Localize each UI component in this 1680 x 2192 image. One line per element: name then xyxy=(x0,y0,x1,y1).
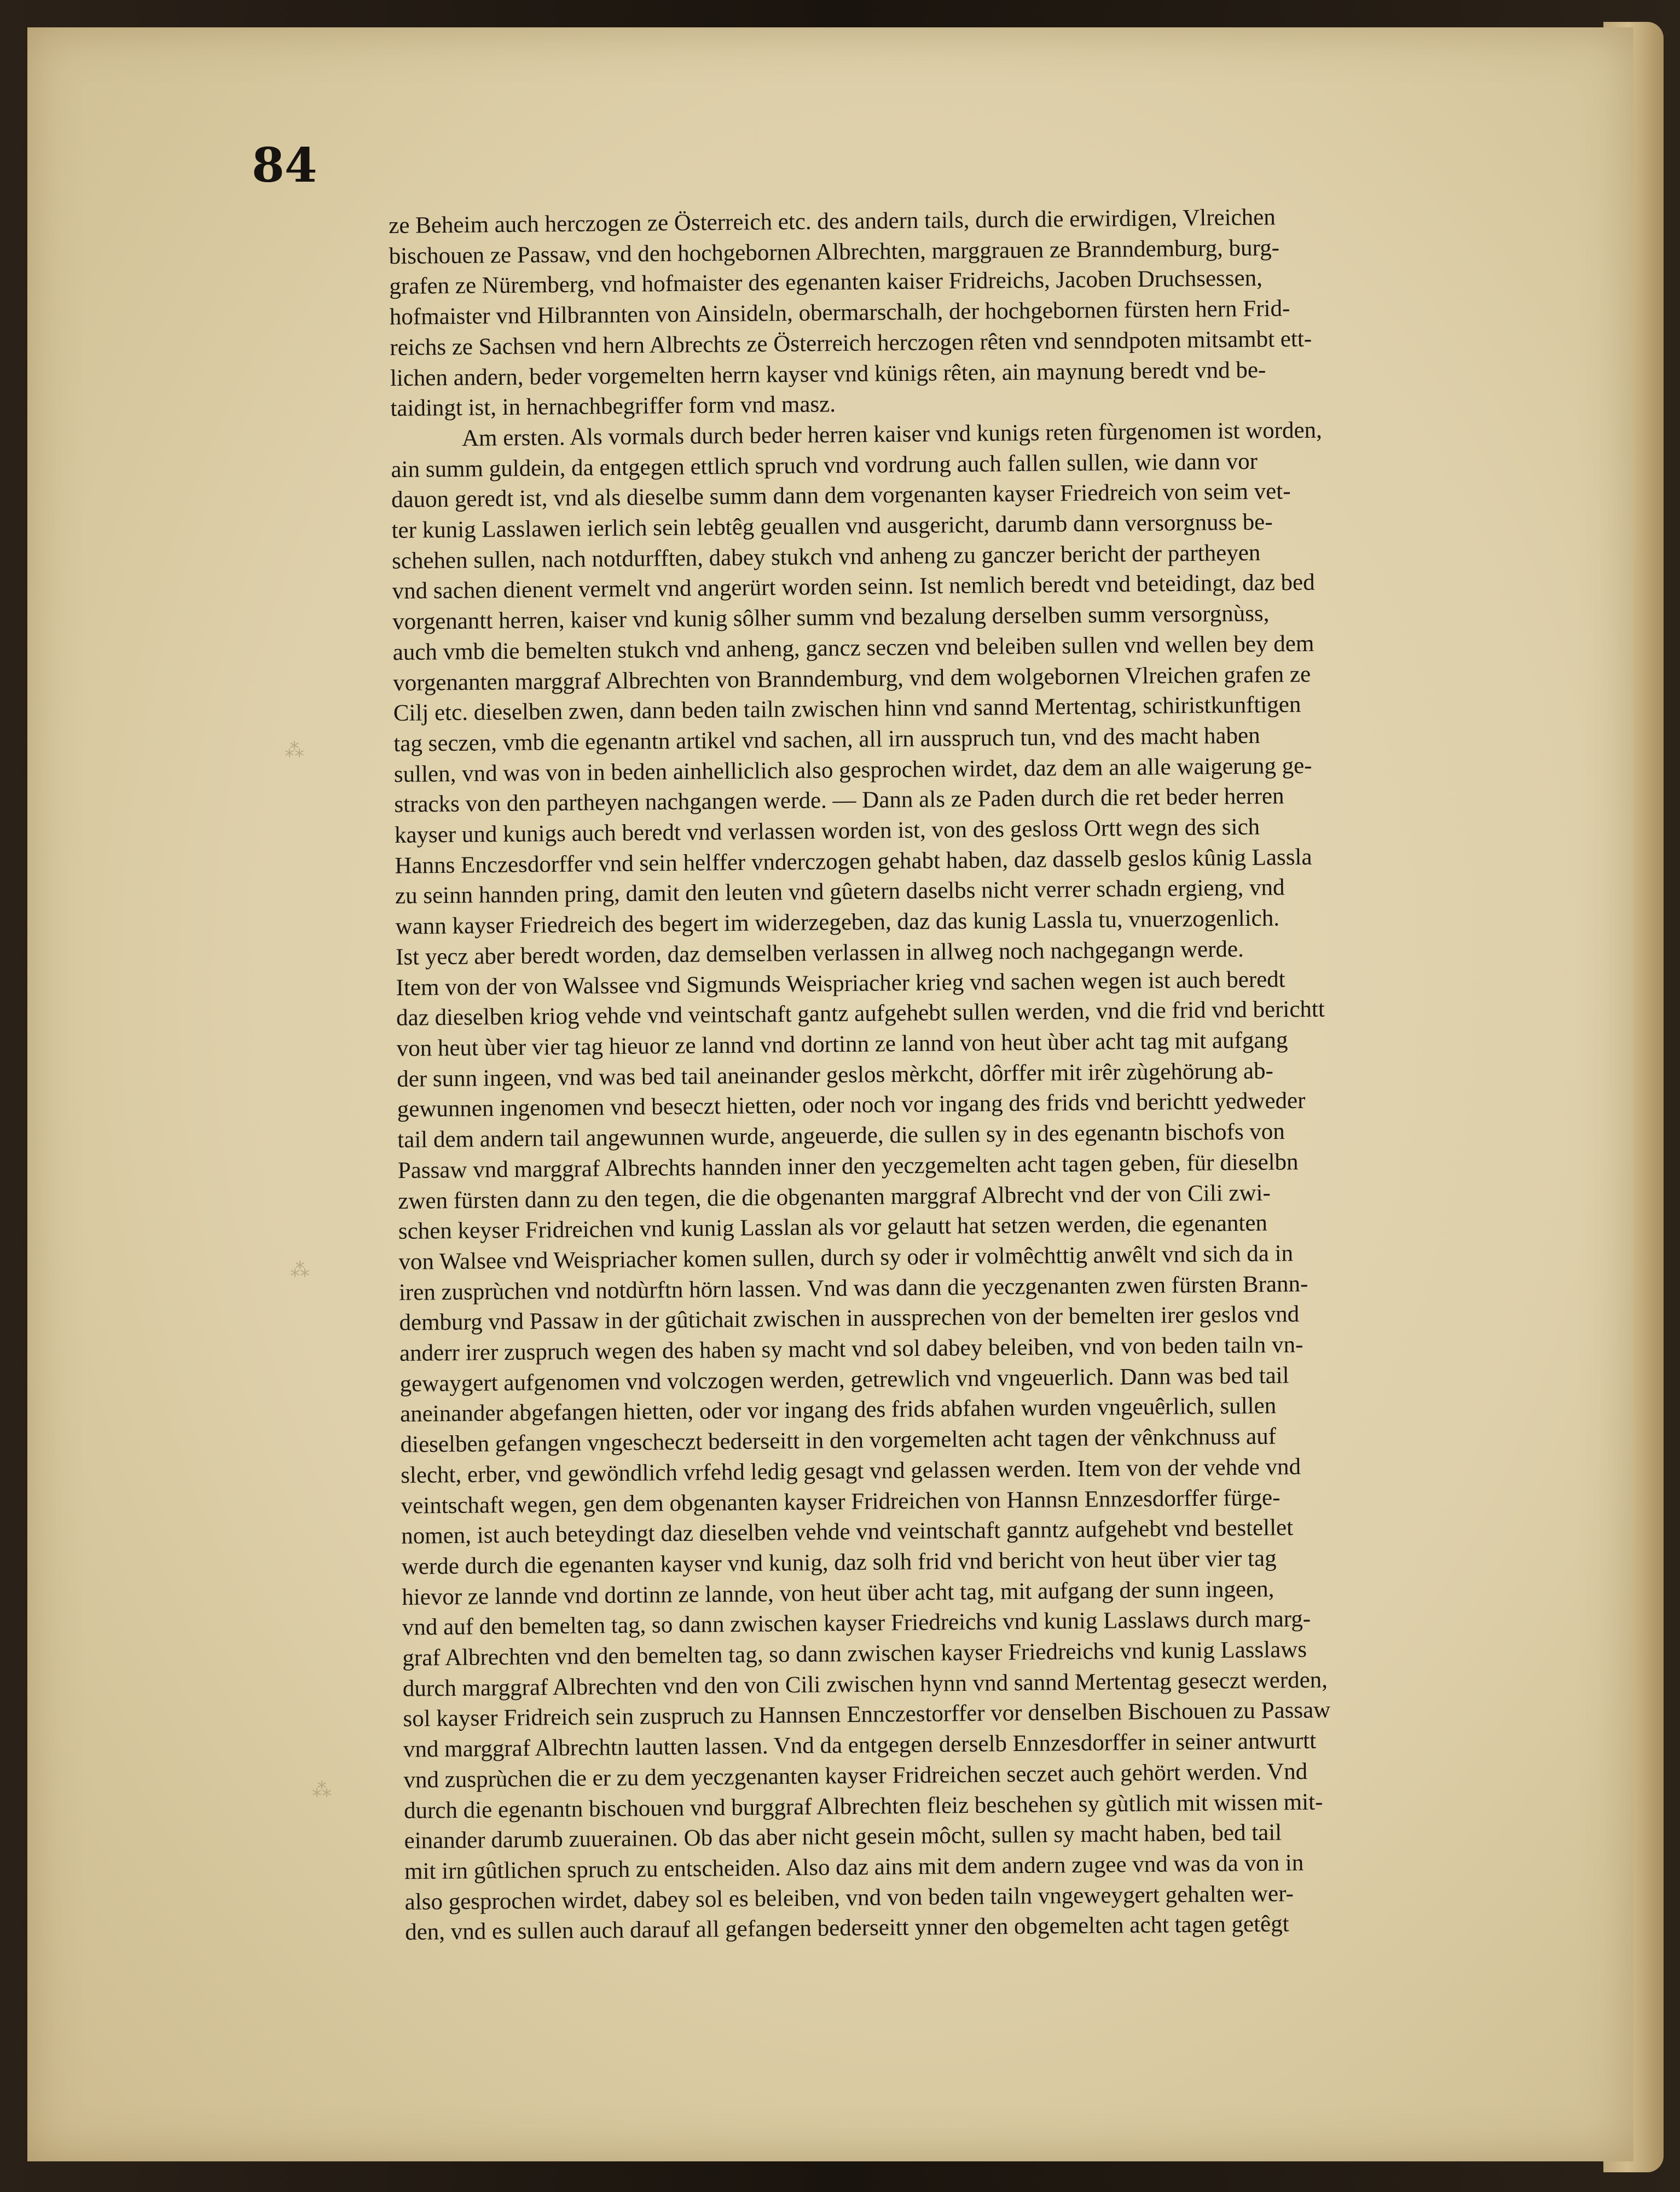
text-line: den, vnd es sullen auch darauf all gefangen bederseitt ynner den obgemelten acht tagen getêgt xyxy=(404,1911,1289,1946)
show-through-marks: ⁂ xyxy=(285,739,304,761)
text-line: reichs ze Sachsen vnd hern Albrechts ze Österreich herczogen rêten vnd senndpoten mitsambt ett- xyxy=(390,326,1312,361)
text-line: vnd zusprùchen die er zu dem yeczgenanten kayser Fridreichen seczet auch gehört werden. Vnd xyxy=(403,1758,1308,1793)
text-line: Am ersten. Als vormals durch beder herren kaiser vnd kunigs reten fùrgenomen ist worden, xyxy=(461,417,1323,451)
show-through-marks: ⁂ xyxy=(312,1779,332,1801)
text-line: Hanns Enczesdorffer vnd sein helffer vnderczogen gehabt haben, daz dasselb geslos kûnig Lassla xyxy=(395,844,1312,879)
text-line: taidingt ist, in hernachbegriffer form vnd masz. xyxy=(390,391,836,422)
text-line: stracks von den partheyen nachgangen werde. — Dann als ze Paden durch die ret beder herren xyxy=(394,783,1284,818)
text-line: einander darumb zuuerainen. Ob das aber nicht gesein môcht, sullen sy macht haben, bed tail xyxy=(404,1819,1282,1854)
text-line: vorgenanten marggraf Albrechten von Branndemburg, vnd dem wolgebornen Vlreichen grafen ze xyxy=(393,661,1311,696)
page-number: 84 xyxy=(252,138,317,193)
text-line: durch die egenantn bischouen vnd burggraf Albrechten fleiz beschehen sy gùtlich mit wissen mit- xyxy=(403,1789,1323,1824)
text-line: graf Albrechten vnd den bemelten tag, so dann zwischen kayser Friedreichs vnd kunig Lasslaws xyxy=(402,1637,1307,1671)
text-line: Item von der von Walssee vnd Sigmunds Weispriacher krieg vnd sachen wegen ist auch beredt xyxy=(396,966,1285,1001)
text-line: hofmaister vnd Hilbrannten von Ainsideln, obermarschalh, der hochgebornen fürsten hern Frid- xyxy=(389,295,1290,330)
text-line: tag seczen, vmb die egenantn artikel vnd sachen, all irn ausspruch tun, vnd des macht haben xyxy=(393,722,1260,757)
text-line: daz dieselben kriog vehde vnd veintschaft gantz aufgehebt sullen werden, vnd die frid vnd berichtt xyxy=(396,996,1325,1031)
text-line: durch marggraf Albrechten vnd den von Cili zwischen hynn vnd sannd Mertentag geseczt werden, xyxy=(402,1667,1328,1702)
text-line: demburg vnd Passaw in der gûtichait zwischen in aussprechen von der bemelten irer geslos vnd xyxy=(399,1301,1300,1336)
show-through-marks: ⁂ xyxy=(290,1259,310,1281)
text-line: vorgenantt herren, kaiser vnd kunig sôlher summ vnd bezalung derselben summ versorgnùss, xyxy=(392,600,1270,635)
text-line: ze Beheim auch herczogen ze Österreich etc. des andern tails, durch die erwirdigen, Vlreichen xyxy=(389,204,1276,239)
text-line: wann kayser Friedreich des begert im widerzegeben, daz das kunig Lassla tu, vnuerzogenlich. xyxy=(395,905,1280,940)
text-line: zu seinn hannden pring, damit den leuten vnd gûetern daselbs nicht verrer schadn ergieng, vnd xyxy=(395,874,1285,909)
text-line: der sunn ingeen, vnd was bed tail aneinander geslos mèrkcht, dôrffer mit irêr zùgehörung ab- xyxy=(397,1058,1274,1092)
body-text xyxy=(389,199,1620,1948)
text-line: werde durch die egenanten kayser vnd kunig, daz solh frid vnd bericht von heut über vier tag xyxy=(401,1545,1277,1580)
text-line: anderr irer zuspruch wegen des haben sy macht vnd sol dabey beleiben, vnd von beden tailn vn- xyxy=(399,1332,1304,1366)
text-line: von heut ùber vier tag hieuor ze lannd vnd dortinn ze lannd von heut ùber acht tag mit aufgang xyxy=(396,1027,1288,1062)
text-line: tail dem andern tail angewunnen wurde, angeuerde, die sullen sy in des egenantn bischofs von xyxy=(397,1118,1285,1153)
text-line: vnd sachen dienent vermelt vnd angerürt worden seinn. Ist nemlich beredt vnd beteidingt, daz bed xyxy=(392,570,1315,605)
text-line: grafen ze Nüremberg, vnd hofmaister des egenanten kaiser Fridreichs, Jacoben Druchsessen, xyxy=(389,265,1263,300)
text-line: vnd auf den bemelten tag, so dann zwischen kayser Friedreichs vnd kunig Lasslaws durch marg- xyxy=(402,1606,1311,1641)
book-page xyxy=(27,27,1633,2161)
text-line: mit irn gûtlichen spruch zu entscheiden. Also daz ains mit dem andern zugee vnd was da von in xyxy=(404,1850,1304,1884)
text-line: gewunnen ingenomen vnd beseczt hietten, oder noch vor ingang des frids vnd berichtt yedweder xyxy=(397,1088,1306,1123)
text-line: nomen, ist auch beteydingt daz dieselben vehde vnd veintschaft ganntz aufgehebt vnd bestellet xyxy=(401,1515,1294,1550)
text-line: zwen fürsten dann zu den tegen, die die obgenanten marggraf Albrecht vnd der von Cili zwi- xyxy=(398,1180,1271,1214)
text-line: vnd marggraf Albrechtn lautten lassen. Vnd da entgegen derselb Ennzesdorffer in seiner antwurtt xyxy=(403,1728,1317,1763)
text-line: gewaygert aufgenomen vnd volczogen werden, getrewlich vnd vngeuerlich. Dann was bed tail xyxy=(399,1362,1289,1397)
text-line: kayser und kunigs auch beredt vnd verlassen worden ist, von des gesloss Ortt wegn des sich xyxy=(394,814,1260,849)
text-line: Cilj etc. dieselben zwen, dann beden tailn zwischen hinn vnd sannd Mertentag, schiristkunftigen xyxy=(393,692,1301,727)
text-line: Passaw vnd marggraf Albrechts hannden inner den yeczgemelten acht tagen geben, für dieselbn xyxy=(397,1149,1299,1184)
text-line: lichen andern, beder vorgemelten herrn kayser vnd künigs rêten, ain maynung beredt vnd be- xyxy=(390,357,1266,391)
text-line: schen keyser Fridreichen vnd kunig Lasslan als vor gelautt hat setzen werden, die egenanten xyxy=(398,1210,1268,1245)
text-line: Ist yecz aber beredt worden, daz demselben verlassen in allweg noch nachgegangn werde. xyxy=(395,936,1244,970)
text-line: sullen, vnd was von in beden ainhelliclich also gesprochen wirdet, daz dem an alle waigerung ge- xyxy=(393,752,1312,787)
text-line: dauon geredt ist, vnd als dieselbe summ dann dem vorgenanten kayser Friedreich von seim vet- xyxy=(391,478,1291,513)
text-line: iren zusprùchen vnd notdùrftn hörn lassen. Vnd was dann die yeczgenanten zwen fürsten Brann- xyxy=(398,1271,1308,1306)
text-line: hievor ze lannde vnd dortinn ze lannde, von heut über acht tag, mit aufgang der sunn ingeen, xyxy=(402,1576,1275,1610)
text-line: ain summ guldein, da entgegen ettlich spruch vnd vordrung auch fallen sullen, wie dann vor xyxy=(391,448,1258,483)
text-line: slecht, erber, vnd gewöndlich vrfehd ledig gesagt vnd gelassen werden. Item von der vehde vnd xyxy=(400,1453,1301,1488)
text-line: veintschaft wegen, gen dem obgenanten kayser Fridreichen von Hannsn Ennzesdorffer fürge- xyxy=(401,1484,1281,1519)
text-line: sol kayser Fridreich sein zuspruch zu Hannsen Ennczestorffer vor denselben Bischouen zu Passaw xyxy=(403,1697,1331,1732)
text-line: aneinander abgefangen hietten, oder vor ingang des frids abfahen wurden vngeuêrlich, sullen xyxy=(399,1393,1277,1428)
text-line: schehen sullen, nach notdurfften, dabey stukch vnd anheng zu ganczer bericht der partheyen xyxy=(391,540,1261,574)
text-line: von Walsee vnd Weispriacher komen sullen, durch sy oder ir volmêchttig anwêlt vnd sich da in xyxy=(398,1240,1294,1275)
text-line: bischouen ze Passaw, vnd den hochgebornen Albrechten, marggrauen ze Branndemburg, burg- xyxy=(389,235,1280,269)
text-line: ter kunig Lasslawen ierlich sein lebtêg geuallen vnd ausgericht, darumb dann versorgnuss be- xyxy=(391,509,1273,544)
text-line: also gesprochen wirdet, dabey sol es beleiben, vnd von beden tailn vngeweygert gehalten wer- xyxy=(404,1880,1294,1915)
text-line: dieselben gefangen vngescheczt bederseitt in den vorgemelten acht tagen der vênkchnuss auf xyxy=(400,1423,1277,1458)
text-line: auch vmb die bemelten stukch vnd anheng, gancz seczen vnd beleiben sullen vnd wellen bey dem xyxy=(392,630,1314,665)
